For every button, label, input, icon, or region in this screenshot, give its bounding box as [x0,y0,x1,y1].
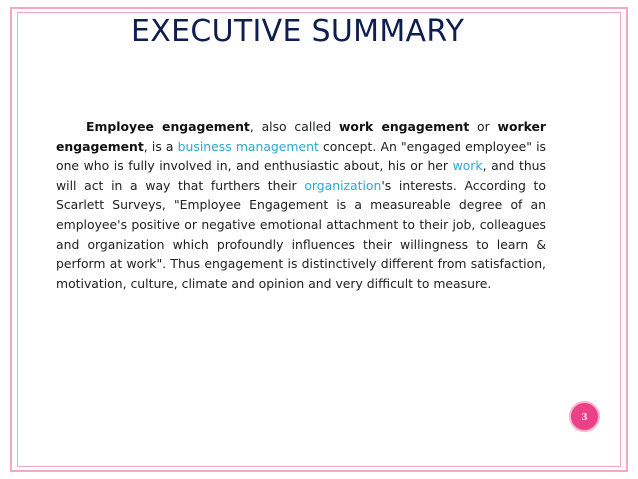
body-text-segment: 's interests. According to Scarlett Surveys, "Employee Engagement is a measureable degree of an employee's positive or negative emotional attachment to their job, colleagues and organization which profoundly influences their willingness to learn & perform at work". Thus engagement is distinctively different from satisfaction, motivation, culture, climate and opinion and very difficult to measure. [56,177,546,291]
slide-title: EXECUTIVE SUMMARY [131,14,465,49]
term-worker-engagement: worker engagement [56,119,546,154]
body-text-segment: concept. An "engaged employee" is one who is fully involved in, and enthusiastic about, his or her [56,138,546,174]
term-employee-engagement: Employee engagement [86,119,250,134]
link-work[interactable]: work [452,158,483,174]
body-paragraph [56,117,546,293]
link-organization[interactable]: organization [304,177,382,193]
link-business-management[interactable]: business management [177,138,319,154]
body-text-segment: , and thus will act in a way that furthers their [56,158,546,193]
body-text-segment: , also called [249,119,339,134]
body-text-segment: , is a [143,138,178,154]
body-text-segment: or [469,119,498,134]
page-number-badge: 3 [569,401,600,432]
term-work-engagement: work engagement [338,119,470,134]
